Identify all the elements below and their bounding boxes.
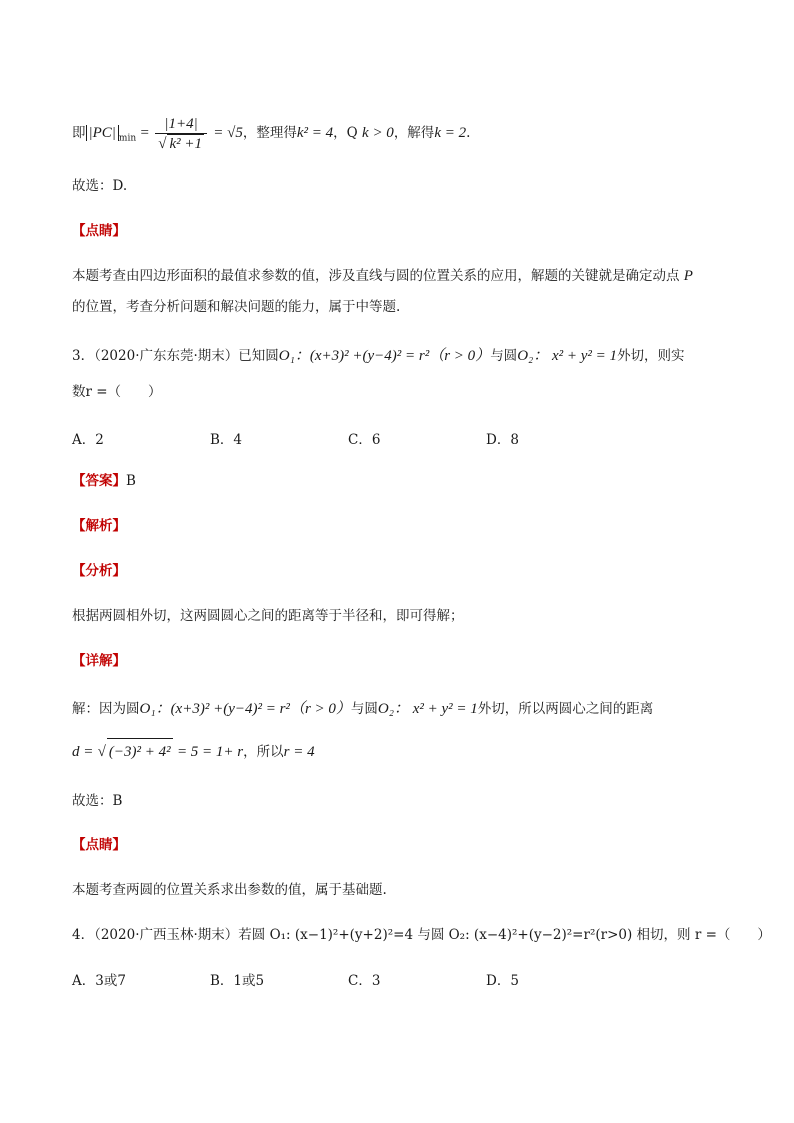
distance-rest: = 5 = 1+ r	[176, 744, 244, 760]
question-3-line1: 3．（2020·广东东莞·期末）已知圆O₁：(x+3)² +(y−4)² = r²（r > 0）与圆O₂： x² + y² = 1外切，则实	[72, 348, 685, 364]
k-positive: k > 0	[362, 125, 394, 141]
circle-o1-equation: ：(x+3)² +(y−4)² = r²	[294, 348, 430, 364]
q4-option-b: B．1或5	[210, 973, 265, 989]
question-4-stem: 4．（2020·广西玉林·期末）若圆 O₁: (x−1)²+(y+2)²=4 与圆 O₂: (x−4)²+(y−2)²=r²(r>0) 相切，则 r =（ ）	[72, 927, 771, 943]
formula-prefix: 即	[72, 125, 86, 141]
q4-option-d: D．5	[486, 973, 519, 989]
answer-value: B	[126, 473, 136, 489]
q4-option-c: C．3	[348, 973, 381, 989]
distance-d: d =	[72, 744, 94, 760]
formula-lhs: |PC|	[86, 125, 119, 141]
dianjing-1-line1: 本题考查由四边形面积的最值求参数的值，涉及直线与圆的位置关系的应用，解题的关键就是确定动点 P	[72, 268, 693, 284]
question-3-line2: 数r =（ ）	[72, 384, 162, 400]
xiangjie-heading: 【详解】	[72, 653, 126, 669]
q3-option-d: D．8	[486, 432, 519, 448]
r-result: r = 4	[283, 744, 315, 760]
formula-rhs: = √5	[213, 125, 243, 141]
circle-o2-equation: ： x² + y² = 1	[393, 701, 478, 717]
dianjing-heading-1: 【点睛】	[72, 223, 126, 239]
answer-heading: 【答案】	[72, 473, 126, 489]
k-squared-eq: k² = 4	[296, 125, 334, 141]
q3-option-b: B．4	[210, 432, 243, 448]
circle-o1: O₁	[139, 701, 156, 717]
xiangjie-line2: d = √ (−3)² + 4² = 5 = 1+ r，所以r = 4	[72, 738, 315, 765]
formula-tail: ，解得	[393, 125, 435, 141]
r-condition: （r > 0）	[289, 701, 351, 717]
point-p: P	[683, 268, 693, 284]
formula-line: 即 |PC| $_{min}$ = $\frac{|1+4|}{\text{√ k² +1}}$ = √5，整理得k² = 4，Q k > 0，解得k = 2.	[72, 115, 471, 152]
q4-option-a: A．3或7	[72, 973, 126, 989]
circle-o1: O₁	[278, 348, 295, 364]
formula-q: ，Q	[333, 125, 358, 141]
formula-sub: min	[118, 133, 137, 144]
fraction-numerator: |1+4|	[155, 115, 207, 134]
distance-sqrt: (−3)² + 4²	[107, 738, 173, 765]
k-result: k = 2	[434, 125, 467, 141]
fenxi-text: 根据两圆相外切，这两圆圆心之间的距离等于半径和，即可得解；	[72, 608, 464, 624]
fraction-denominator: k² +1	[169, 135, 202, 152]
circle-o2-equation: ： x² + y² = 1	[533, 348, 618, 364]
q3-option-a: A．2	[72, 432, 104, 448]
r-condition: （r > 0）	[429, 348, 491, 364]
formula-fraction: $\frac{|1+4|}{\text{√ k² +1}}$	[155, 115, 207, 153]
q3-option-c: C．6	[348, 432, 381, 448]
dianjing-2-text: 本题考查两圆的位置关系求出参数的值，属于基础题.	[72, 882, 387, 898]
dianjing-1-line2: 的位置，考查分析问题和解决问题的能力，属于中等题.	[72, 299, 401, 315]
xiangjie-line1: 解：因为圆O₁：(x+3)² +(y−4)² = r²（r > 0）与圆O₂： x² + y² = 1外切，所以两圆心之间的距离	[72, 701, 654, 717]
guxuan-d: 故选：D.	[72, 178, 128, 194]
circle-o1-equation: ：(x+3)² +(y−4)² = r²	[155, 701, 290, 717]
circle-o2: O₂	[517, 348, 534, 364]
circle-o2: O₂	[377, 701, 394, 717]
formula-mid: ，整理得	[242, 125, 297, 141]
guxuan-b: 故选：B	[72, 793, 123, 809]
answer-line	[72, 471, 136, 491]
jiexi-heading: 【解析】	[72, 518, 126, 534]
fenxi-heading: 【分析】	[72, 563, 126, 579]
dianjing-heading-2: 【点睛】	[72, 837, 126, 853]
